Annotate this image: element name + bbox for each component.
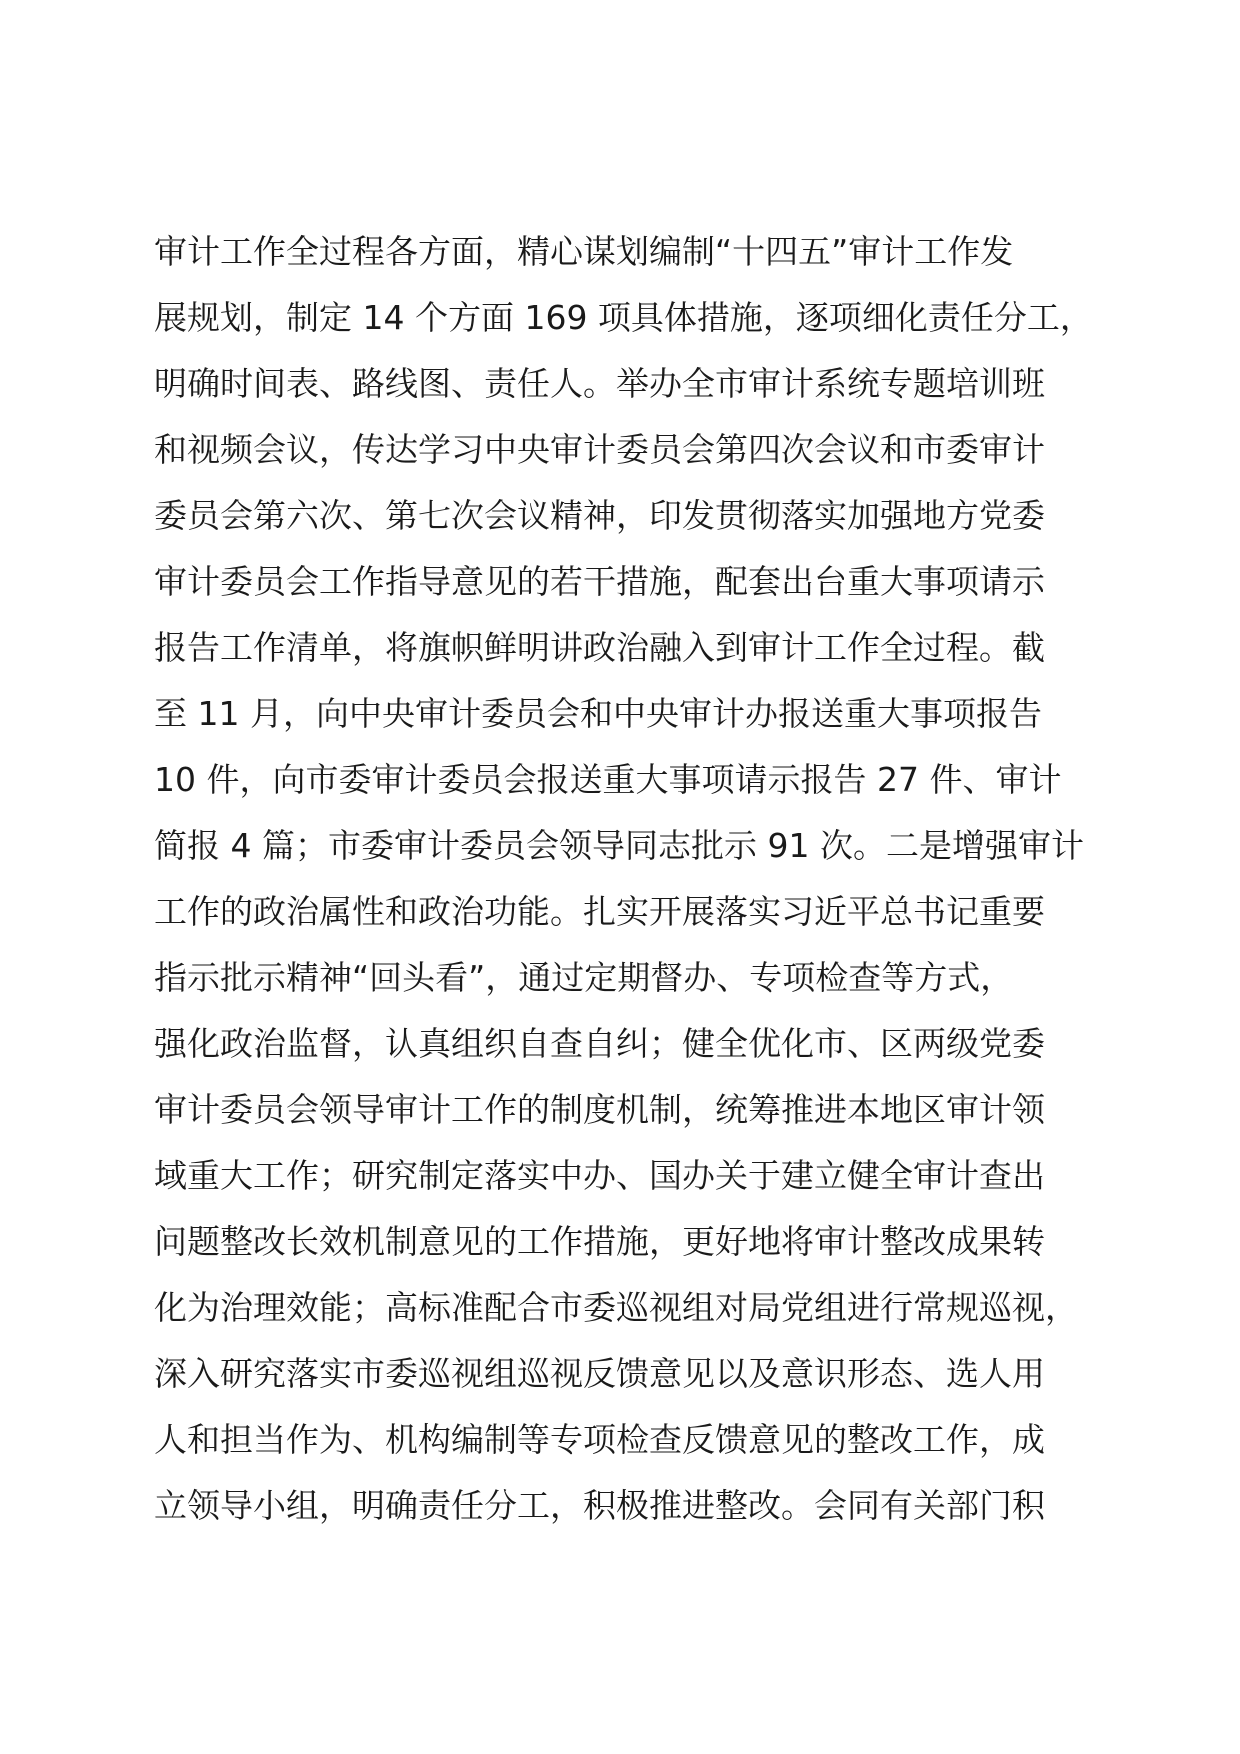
- text-line: 审计委员会工作指导意见的若干措施，配套出台重大事项请示: [154, 562, 1045, 601]
- text-line: 立领导小组，明确责任分工，积极推进整改。会同有关部门积: [154, 1486, 1045, 1525]
- text-line: 和视频会议，传达学习中央审计委员会第四次会议和市委审计: [154, 430, 1045, 469]
- text-line: 展规划，制定 14 个方面 169 项具体措施，逐项细化责任分工，: [154, 298, 1093, 337]
- text-line: 问题整改长效机制意见的工作措施，更好地将审计整改成果转: [154, 1222, 1045, 1261]
- text-line: 审计委员会领导审计工作的制度机制，统筹推进本地区审计领: [154, 1090, 1045, 1129]
- text-line: 明确时间表、路线图、责任人。举办全市审计系统专题培训班: [154, 364, 1045, 403]
- text-line: 域重大工作；研究制定落实中办、国办关于建立健全审计查出: [154, 1156, 1045, 1195]
- text-line: 10 件，向市委审计委员会报送重大事项请示报告 27 件、审计: [154, 760, 1062, 799]
- text-line: 化为治理效能；高标准配合市委巡视组对局党组进行常规巡视，: [154, 1288, 1078, 1327]
- text-line: 至 11 月，向中央审计委员会和中央审计办报送重大事项报告: [154, 694, 1042, 733]
- text-line: 指示批示精神“回头看”，通过定期督办、专项检查等方式，: [154, 958, 1014, 997]
- text-line: 深入研究落实市委巡视组巡视反馈意见以及意识形态、选人用: [154, 1354, 1045, 1393]
- text-line: 报告工作清单，将旗帜鲜明讲政治融入到审计工作全过程。截: [154, 628, 1045, 667]
- text-line: 强化政治监督，认真组织自查自纠；健全优化市、区两级党委: [154, 1024, 1045, 1063]
- text-line: 审计工作全过程各方面，精心谋划编制“十四五”审计工作发: [154, 232, 1014, 271]
- text-line: 工作的政治属性和政治功能。扎实开展落实习近平总书记重要: [154, 892, 1045, 931]
- text-line: 简报 4 篇；市委审计委员会领导同志批示 91 次。二是增强审计: [154, 826, 1084, 865]
- body-paragraph: [154, 219, 1114, 1539]
- text-line: 委员会第六次、第七次会议精神，印发贯彻落实加强地方党委: [154, 496, 1045, 535]
- text-line: 人和担当作为、机构编制等专项检查反馈意见的整改工作，成: [154, 1420, 1045, 1459]
